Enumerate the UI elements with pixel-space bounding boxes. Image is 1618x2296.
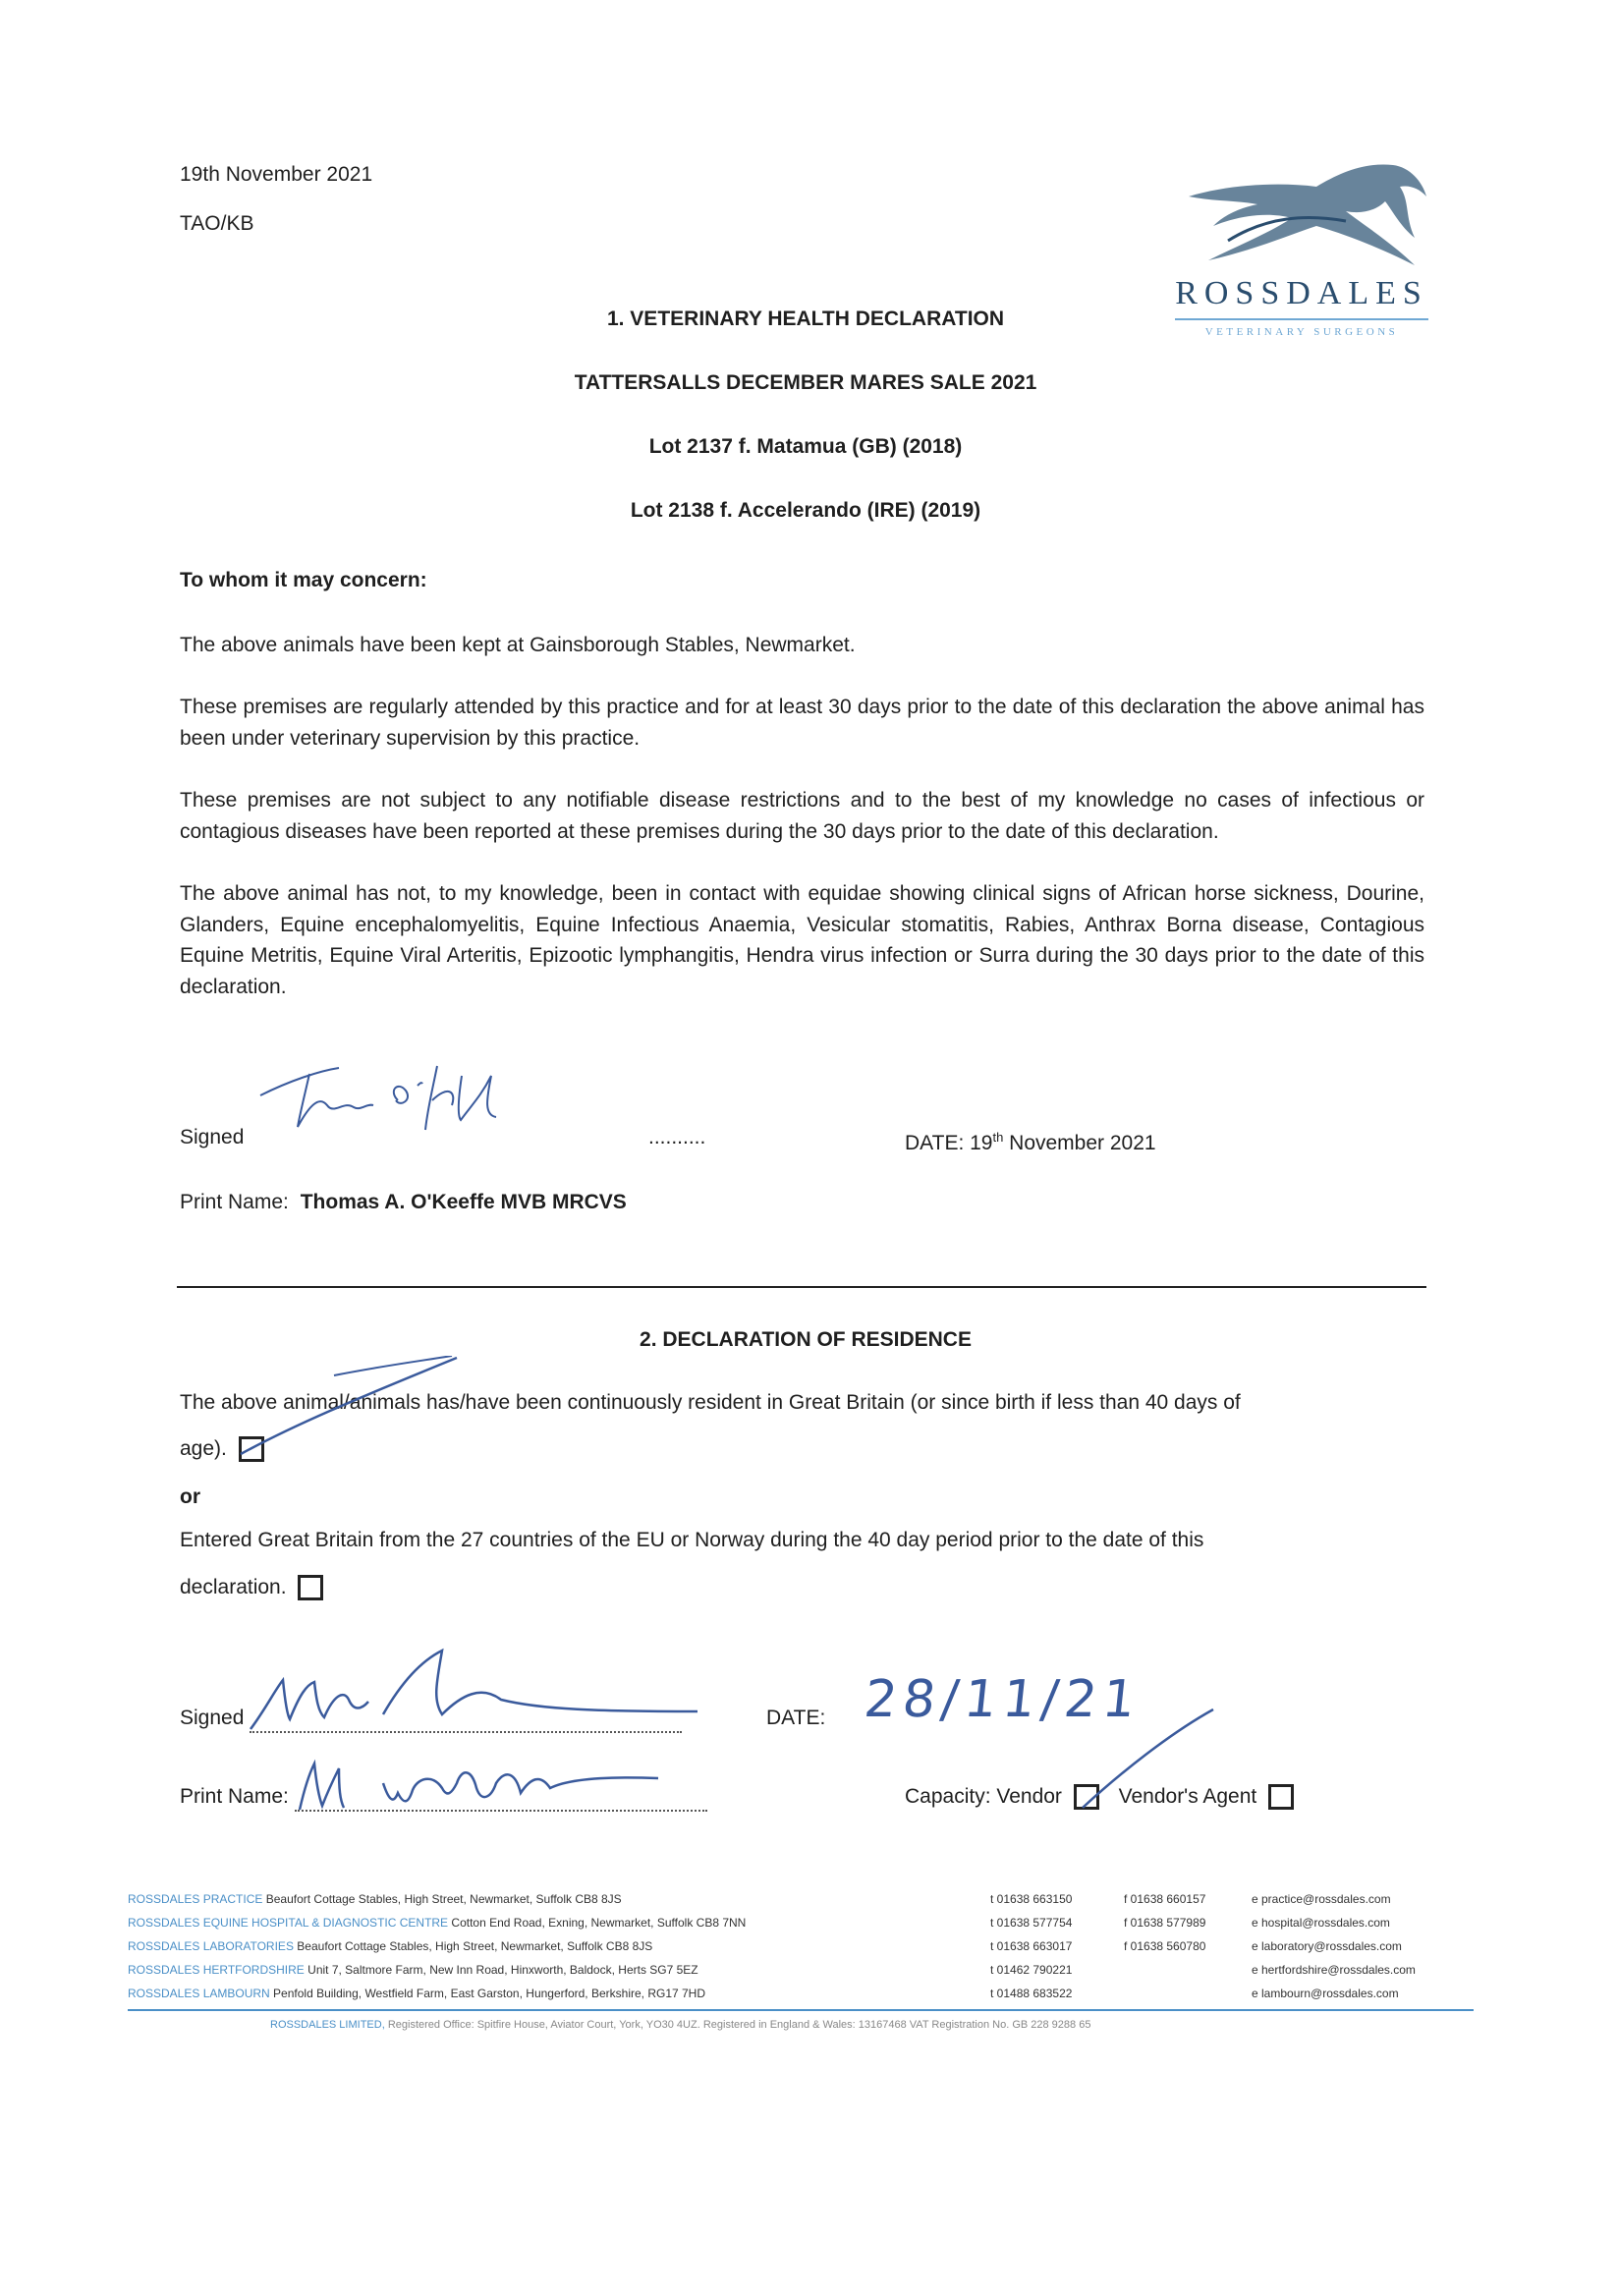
rossdales-logo bbox=[1169, 157, 1434, 354]
footer-email-4: e hertfordshire@rossdales.com bbox=[1252, 1963, 1416, 1977]
footer-email-3: e laboratory@rossdales.com bbox=[1252, 1939, 1402, 1953]
or-label: or bbox=[180, 1485, 200, 1508]
footer-fax-2: f 01638 577989 bbox=[1124, 1916, 1206, 1930]
print-name-row-1 bbox=[180, 1187, 627, 1217]
footer-row-5: ROSSDALES LAMBOURN Penfold Building, Westfield Farm, East Garston, Hungerford, Berkshire, RG17 7HD bbox=[128, 1987, 706, 2000]
print-name-value-1: Thomas A. O'Keeffe MVB MRCVS bbox=[300, 1191, 627, 1213]
letter-date: 19th November 2021 bbox=[180, 163, 373, 186]
footer-divider bbox=[128, 2009, 1474, 2011]
footer-email-1: e practice@rossdales.com bbox=[1252, 1892, 1391, 1906]
date-1-sup: th bbox=[992, 1130, 1004, 1145]
paragraph-restrictions: These premises are not subject to any notifiable disease restrictions and to the best of my knowledge no cases of infectious or contagious diseases have been reported at these premises during the 30 days prior to the date of this declaration. bbox=[180, 789, 1424, 843]
vendor-agent-label: Vendor's Agent bbox=[1118, 1785, 1257, 1808]
logo-tagline: VETERINARY SURGEONS bbox=[1204, 326, 1399, 338]
print-name-label-1: Print Name: bbox=[180, 1191, 289, 1213]
footer-tel-2: t 01638 577754 bbox=[990, 1916, 1073, 1930]
logo-divider bbox=[1175, 318, 1428, 320]
reference: TAO/KB bbox=[180, 212, 254, 235]
heading-health-declaration: 1. VETERINARY HEALTH DECLARATION bbox=[606, 308, 1005, 330]
residence-option-1-line-1: The above animal/animals has/have been continuously resident in Great Britain (or since birth if less than 40 days of bbox=[180, 1391, 1241, 1414]
sale-title: TATTERSALLS DECEMBER MARES SALE 2021 bbox=[574, 371, 1037, 394]
logo-brand: ROSSDALES bbox=[1175, 275, 1428, 311]
signature-vendor bbox=[246, 1641, 707, 1739]
salutation: To whom it may concern: bbox=[180, 569, 427, 591]
footer-email-2: e hospital@rossdales.com bbox=[1252, 1916, 1390, 1930]
paragraph-contact: The above animal has not, to my knowledge, been in contact with equidae showing clinical signs of African horse sickness, Dourine, Glanders, Equine encephalomyelitis, Equine Infectious Anaemia, Vesicular stomatitis, Rabies, Anthrax Borna disease, Contagious Equine Metritis, Equine Viral Arteritis, Epizootic lymphangitis, Hendra virus infection or Surra during the 30 days prior to the date of this declaration. bbox=[180, 882, 1424, 998]
lot-1: Lot 2137 f. Matamua (GB) (2018) bbox=[648, 435, 963, 458]
checkmark-stroke-vendor bbox=[1081, 1705, 1218, 1813]
lot-2: Lot 2138 f. Accelerando (IRE) (2019) bbox=[630, 499, 981, 522]
signed-label-1: Signed bbox=[180, 1126, 245, 1148]
horse-logo-icon bbox=[1169, 157, 1434, 275]
date-1-label: DATE: 19 bbox=[905, 1132, 993, 1154]
paragraph-supervision: These premises are regularly attended by this practice and for at least 30 days prior to the date of this declaration the above animal has been under veterinary supervision by this practice. bbox=[180, 696, 1424, 750]
footer-row-2: ROSSDALES EQUINE HOSPITAL & DIAGNOSTIC CENTRE Cotton End Road, Exning, Newmarket, Suffolk CB8 7NN bbox=[128, 1916, 747, 1930]
residence-option-2-end: declaration. bbox=[180, 1576, 287, 1598]
date-1 bbox=[905, 1122, 1156, 1158]
date-handwritten-2: 28/11/21 bbox=[861, 1670, 1144, 1729]
signature-dots-1: .......... bbox=[648, 1126, 706, 1148]
residence-option-2-line-2 bbox=[180, 1572, 323, 1602]
print-name-handwriting bbox=[295, 1749, 668, 1818]
footer-registered: ROSSDALES LIMITED, Registered Office: Spitfire House, Aviator Court, York, YO30 4UZ. Registered in England & Wales: 13167468 VAT Registration No. GB 228 9288 65 bbox=[270, 2019, 1091, 2031]
footer-fax-1: f 01638 660157 bbox=[1124, 1892, 1206, 1906]
paragraph-premises: The above animals have been kept at Gainsborough Stables, Newmarket. bbox=[180, 634, 856, 656]
residence-option-2-line-1: Entered Great Britain from the 27 countries of the EU or Norway during the 40 day period prior to the date of this bbox=[180, 1529, 1204, 1551]
date-1-rest: November 2021 bbox=[1003, 1132, 1156, 1154]
checkmark-stroke-1 bbox=[236, 1356, 462, 1464]
date-label-2: DATE: bbox=[766, 1707, 826, 1729]
footer-tel-4: t 01462 790221 bbox=[990, 1963, 1073, 1977]
signed-label-2-text: Signed bbox=[180, 1707, 245, 1729]
footer bbox=[128, 1887, 1503, 2044]
footer-fax-3: f 01638 560780 bbox=[1124, 1939, 1206, 1953]
residence-option-1-end: age). bbox=[180, 1437, 227, 1460]
capacity-vendor-label: Capacity: Vendor bbox=[905, 1785, 1062, 1808]
signature-okeeffe bbox=[251, 1046, 526, 1140]
footer-row-1: ROSSDALES PRACTICE Beaufort Cottage Stables, High Street, Newmarket, Suffolk CB8 8JS bbox=[128, 1892, 622, 1906]
footer-email-5: e lambourn@rossdales.com bbox=[1252, 1987, 1399, 2000]
footer-tel-5: t 01488 683522 bbox=[990, 1987, 1073, 2000]
footer-row-4: ROSSDALES HERTFORDSHIRE Unit 7, Saltmore Farm, New Inn Road, Hinxworth, Baldock, Herts SG7 5EZ bbox=[128, 1963, 698, 1977]
footer-row-3: ROSSDALES LABORATORIES Beaufort Cottage Stables, High Street, Newmarket, Suffolk CB8 8JS bbox=[128, 1939, 653, 1953]
residence-option-2-checkbox[interactable] bbox=[298, 1575, 323, 1600]
vendor-agent-checkbox[interactable] bbox=[1268, 1784, 1294, 1810]
print-name-label-2: Print Name: bbox=[180, 1785, 289, 1808]
footer-tel-1: t 01638 663150 bbox=[990, 1892, 1073, 1906]
section-divider bbox=[177, 1286, 1426, 1288]
footer-tel-3: t 01638 663017 bbox=[990, 1939, 1073, 1953]
heading-residence: 2. DECLARATION OF RESIDENCE bbox=[640, 1328, 972, 1351]
